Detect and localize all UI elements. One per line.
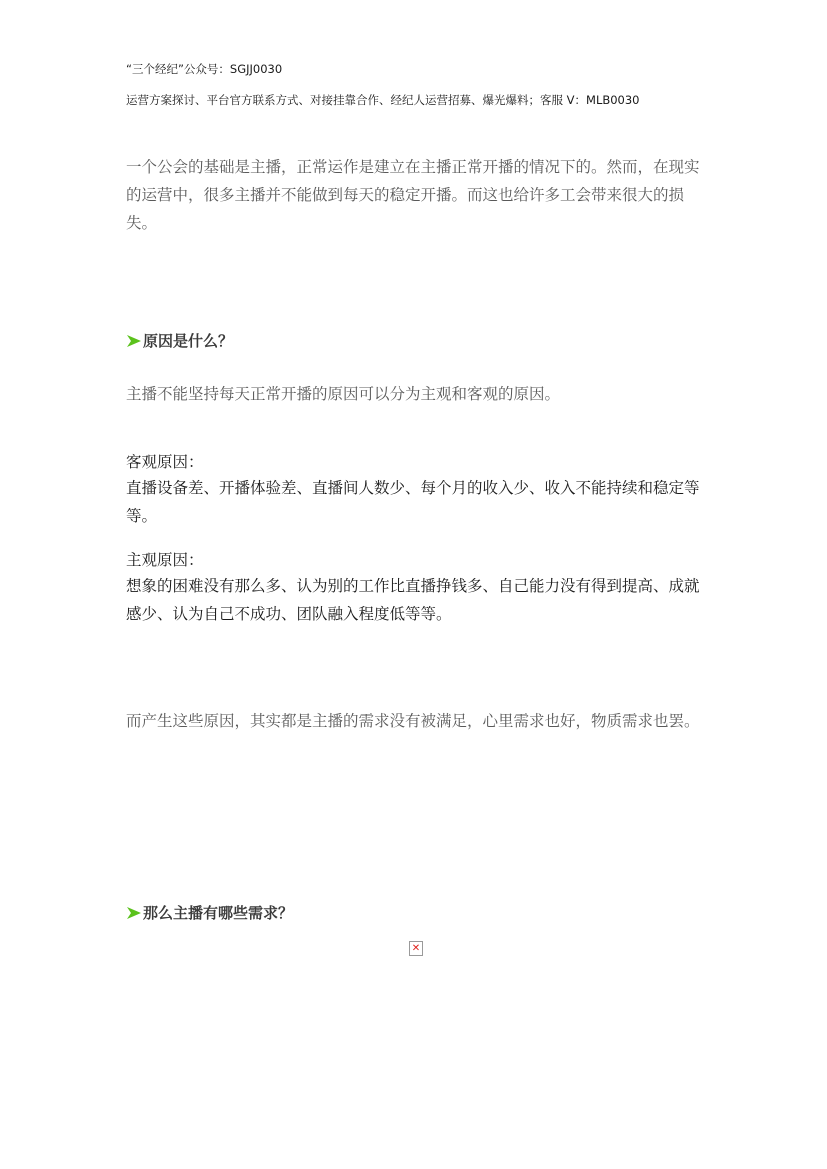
- objective-reasons-label: 客观原因：: [126, 453, 204, 471]
- conclusion-paragraph: 而产生这些原因，其实都是主播的需求没有被满足，心里需求也好，物质需求也罢。: [126, 712, 700, 730]
- section-heading-needs: [126, 902, 293, 923]
- section-heading-reasons-text: 原因是什么？: [143, 332, 234, 350]
- subjective-reasons-label: 主观原因：: [126, 551, 204, 569]
- section-heading-reasons: [126, 330, 233, 351]
- intro-paragraph: 一个公会的基础是主播，正常运作是建立在主播正常开播的情况下的。然而，在现实的运营中，很多主播并不能做到每天的稳定开播。而这也给许多工会带来很大的损失。: [126, 158, 700, 232]
- objective-reasons-text: 直播设备差、开播体验差、直播间人数少、每个月的收入少、收入不能持续和稳定等等。: [126, 479, 700, 525]
- header-account-line: “三个经纪”公众号：SGJJ0030: [126, 62, 283, 76]
- cause-intro-paragraph: 主播不能坚持每天正常开播的原因可以分为主观和客观的原因。: [126, 385, 561, 403]
- section-heading-needs-text: 那么主播有哪些需求？: [143, 904, 294, 922]
- green-arrow-icon: [126, 334, 142, 348]
- header-services-line: 运营方案探讨、平台官方联系方式、对接挂靠合作、经纪人运营招募、爆光爆料；客服 V：MLB0030: [126, 93, 640, 107]
- subjective-reasons-text: 想象的困难没有那么多、认为别的工作比直播挣钱多、自己能力没有得到提高、成就感少、认为自己不成功、团队融入程度低等等。: [126, 577, 700, 623]
- broken-image-icon: ✕: [409, 941, 423, 956]
- green-arrow-icon: [126, 906, 142, 920]
